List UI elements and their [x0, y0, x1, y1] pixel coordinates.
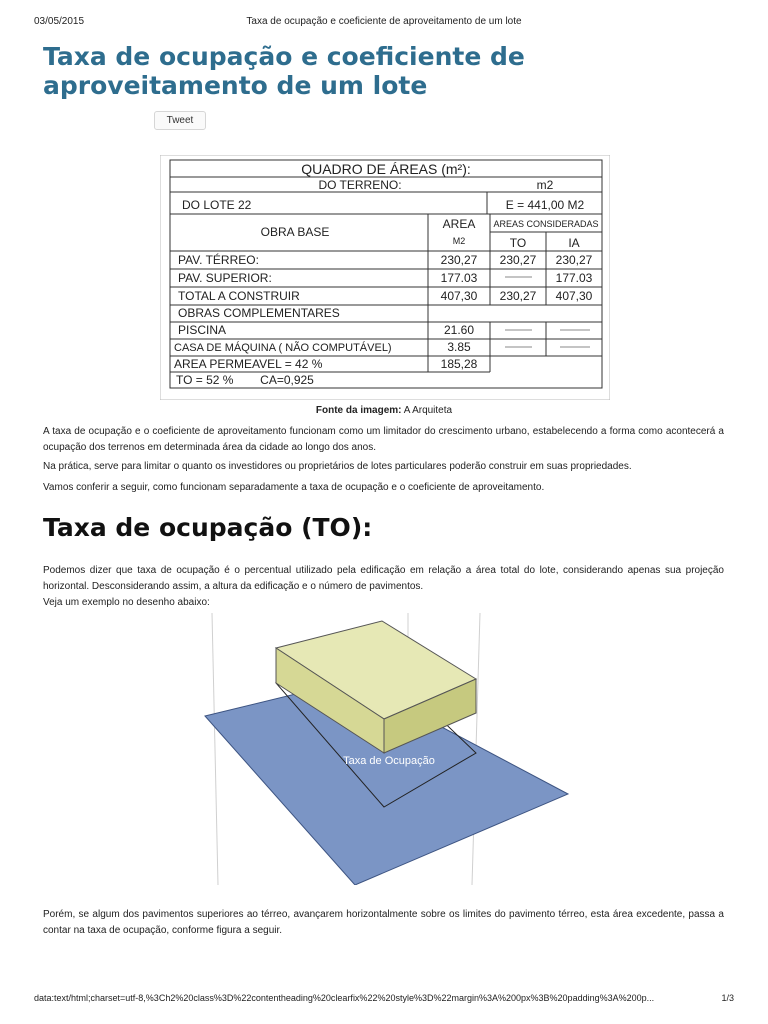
footer-url: data:text/html;charset=utf-8,%3Ch2%20class%3D%22contentheading%20clearfix%22%20style%3D%22margin%3A%200px%3B%20padding%3A%200p... [34, 993, 655, 1003]
table-row-label: TOTAL A CONSTRUIR [178, 289, 300, 303]
table-col-to: TO [509, 236, 527, 250]
final-paragraph: Porém, se algum dos pavimentos superiores ao térreo, avançarem horizontalmente sobre os limites do pavimento térreo, esta área excedente, passa a contar na taxa de ocupação, conforme figura a seguir. [43, 909, 724, 936]
table-row-terreno: DO TERRENO: [318, 178, 402, 192]
caption-source: A Arquiteta [403, 405, 453, 416]
table-lote-area: E = 441,00 M2 [505, 198, 585, 212]
occupancy-diagram [190, 613, 580, 885]
table-row-area: 177.03 [440, 271, 478, 285]
table-obra-base: OBRA BASE [260, 225, 330, 239]
area-table-image [160, 155, 610, 400]
table-col-area-unit: M2 [452, 236, 466, 246]
to-paragraph-1: Podemos dizer que taxa de ocupação é o percentual utilizado pela edificação em relação a área total do lote, considerando apenas sua projeção horizontal. Desconsiderando assim, a altura da edificação e o número de pavimentos. [43, 565, 724, 592]
table-summary: TO = 52 % CA=0,925 [176, 373, 314, 387]
table-unit-m2: m2 [536, 178, 554, 192]
page-number: 1/3 [721, 993, 734, 1003]
table-row-ia: 230,27 [555, 253, 593, 267]
guide-line [212, 613, 218, 885]
image-caption [0, 405, 768, 416]
intro-paragraph-1: A taxa de ocupação e o coeficiente de aproveitamento funcionam como um limitador do crescimento urbano, estabelecendo a forma como acontecerá a ocupação dos terrenos em determinada área da cidade ao longo dos anos. [43, 426, 724, 453]
table-row-label: PAV. TÉRREO: [178, 253, 259, 267]
table-row-area: 407,30 [440, 289, 478, 303]
diagram-label: Taxa de Ocupação [343, 755, 435, 767]
intro-paragraph-3: Vamos conferir a seguir, como funcionam separadamente a taxa de ocupação e o coeficiente de aproveitamento. [43, 482, 545, 493]
to-paragraph-2: Veja um exemplo no desenho abaixo: [43, 597, 210, 608]
table-extra-area: 3.85 [447, 340, 471, 354]
table-row-to: 230,27 [499, 289, 537, 303]
print-page-title: Taxa de ocupação e coeficiente de aproveitamento de um lote [246, 16, 522, 27]
table-col-area: AREA [442, 217, 476, 231]
table-row-ia: 177.03 [555, 271, 593, 285]
table-row-lote: DO LOTE 22 [182, 198, 252, 212]
section-title: Taxa de ocupação (TO): [43, 513, 373, 542]
table-row-to: 230,27 [499, 253, 537, 267]
table-extra-area: 21.60 [443, 323, 475, 337]
caption-label: Fonte da imagem: [315, 405, 402, 416]
table-extra-label: CASA DE MÁQUINA ( NÃO COMPUTÁVEL) [174, 342, 392, 354]
print-date: 03/05/2015 [34, 16, 85, 27]
table-extra-label: AREA PERMEAVEL = 42 % [174, 357, 323, 371]
table-row-label: PAV. SUPERIOR: [178, 271, 272, 285]
table-col-ia: IA [568, 236, 580, 250]
table-row-area: 230,27 [440, 253, 478, 267]
table-col-consideradas: AREAS CONSIDERADAS [493, 219, 599, 229]
table-extra-area: 185,28 [440, 357, 478, 371]
table-extra-label: PISCINA [178, 323, 227, 337]
table-heading: QUADRO DE ÁREAS (m²): [301, 161, 471, 177]
table-obras-complementares: OBRAS COMPLEMENTARES [178, 306, 340, 320]
tweet-button[interactable]: Tweet [154, 111, 206, 130]
intro-paragraph-2: Na prática, serve para limitar o quanto os investidores ou proprietários de lotes particulares poderão construir em suas propriedades. [43, 461, 632, 472]
article-title: Taxa de ocupação e coeficiente de aproveitamento de um lote [43, 42, 525, 100]
table-row-ia: 407,30 [555, 289, 593, 303]
